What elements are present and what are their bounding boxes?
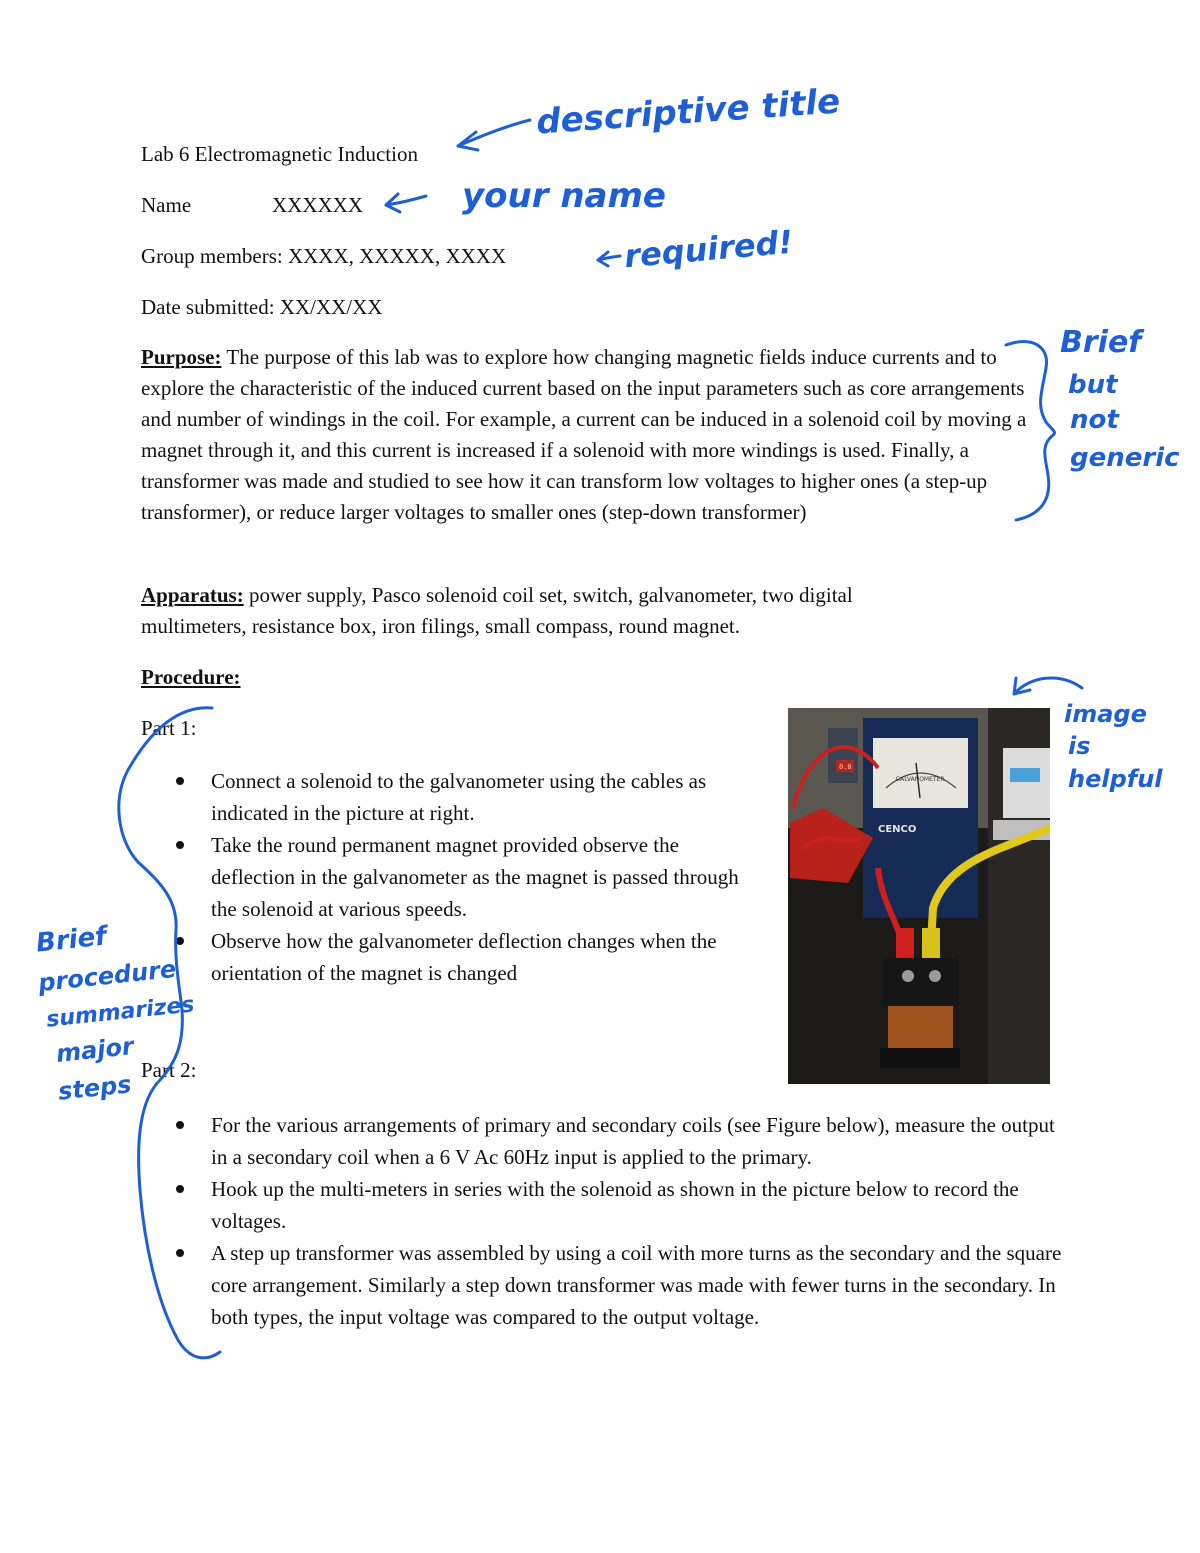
annotation-procedure-3: summarizes [45,992,196,1033]
part1-title: Part 1: [141,716,197,740]
annotation-procedure-5: steps [56,1070,133,1106]
annotation-procedure-2: procedure [36,954,178,998]
purpose-text: The purpose of this lab was to explore how changing magnetic fields induce currents and to explore the characteristic of the induced current based on the input parameters such as core arrangements and number of windings in the coil. For example, a current can be induced in a solenoid coil by moving a magnet through it, and this current is increased if a solenoid with more windings is used. Finally, a transformer was made and studied to see how it can transform low voltages to higher ones (a step-up transformer), or reduce larger voltages to smaller ones (step-down transformer) [141,345,1027,524]
annotation-brief-4: generic [1070,443,1180,473]
list-item: Connect a solenoid to the galvanometer using the cables as indicated in the picture at right. [141,765,761,829]
list-item: For the various arrangements of primary and secondary coils (see Figure below), measure the output in a secondary coil when a 6 V Ac 60Hz input is applied to the primary. [141,1109,1066,1173]
purpose-label: Purpose: [141,345,222,369]
annotation-descriptive-title: descriptive title [534,81,842,143]
date-submitted: Date submitted: XX/XX/XX [141,295,383,319]
annotation-image-1: image [1064,700,1147,728]
part2-title: Part 2: [141,1058,197,1082]
annotation-brief-2: but [1068,370,1118,400]
annotation-brief-1: Brief [1060,325,1142,360]
annotation-procedure-4: major [54,1032,136,1068]
annotation-image-3: helpful [1068,765,1163,793]
document-title: Lab 6 Electromagnetic Induction [141,142,418,166]
list-item: Take the round permanent magnet provided observe the deflection in the galvanometer as the magnet is passed through the solenoid at various speeds. [141,829,761,925]
annotation-your-name: your name [462,176,666,216]
name-label: Name [141,193,192,217]
procedure-heading: Procedure: [141,665,241,689]
group-members: Group members: XXXX, XXXXX, XXXX [141,244,507,268]
apparatus-text: power supply, Pasco solenoid coil set, switch, galvanometer, two digital multimeters, resistance box, iron filings, small compass, round magnet. [141,583,853,638]
annotation-brief-3: not [1070,405,1119,435]
apparatus-label: Apparatus: [141,583,244,607]
meter-label: GALVANOMETER [895,776,945,783]
annotation-image-2: is [1068,732,1091,760]
display-digits: 0.0 [839,763,852,771]
purpose-brace [1006,342,1054,520]
annotation-procedure-1: Brief [34,921,108,959]
list-item: Hook up the multi-meters in series with the solenoid as shown in the picture below to record the voltages. [141,1173,1066,1237]
brand-label: CENCO [878,824,917,835]
list-item: A step up transformer was assembled by using a coil with more turns as the secondary and the square core arrangement. Similarly a step down transformer was made with fewer turns in the secondary. In both types, the input voltage was compared to the output voltage. [141,1237,1066,1333]
arrow-to-title [458,120,530,146]
name-value: XXXXXX [272,193,363,217]
procedure-bracket [119,708,220,1358]
annotation-required: required! [622,222,795,276]
list-item: Observe how the galvanometer deflection changes when the orientation of the magnet is changed [141,925,761,989]
